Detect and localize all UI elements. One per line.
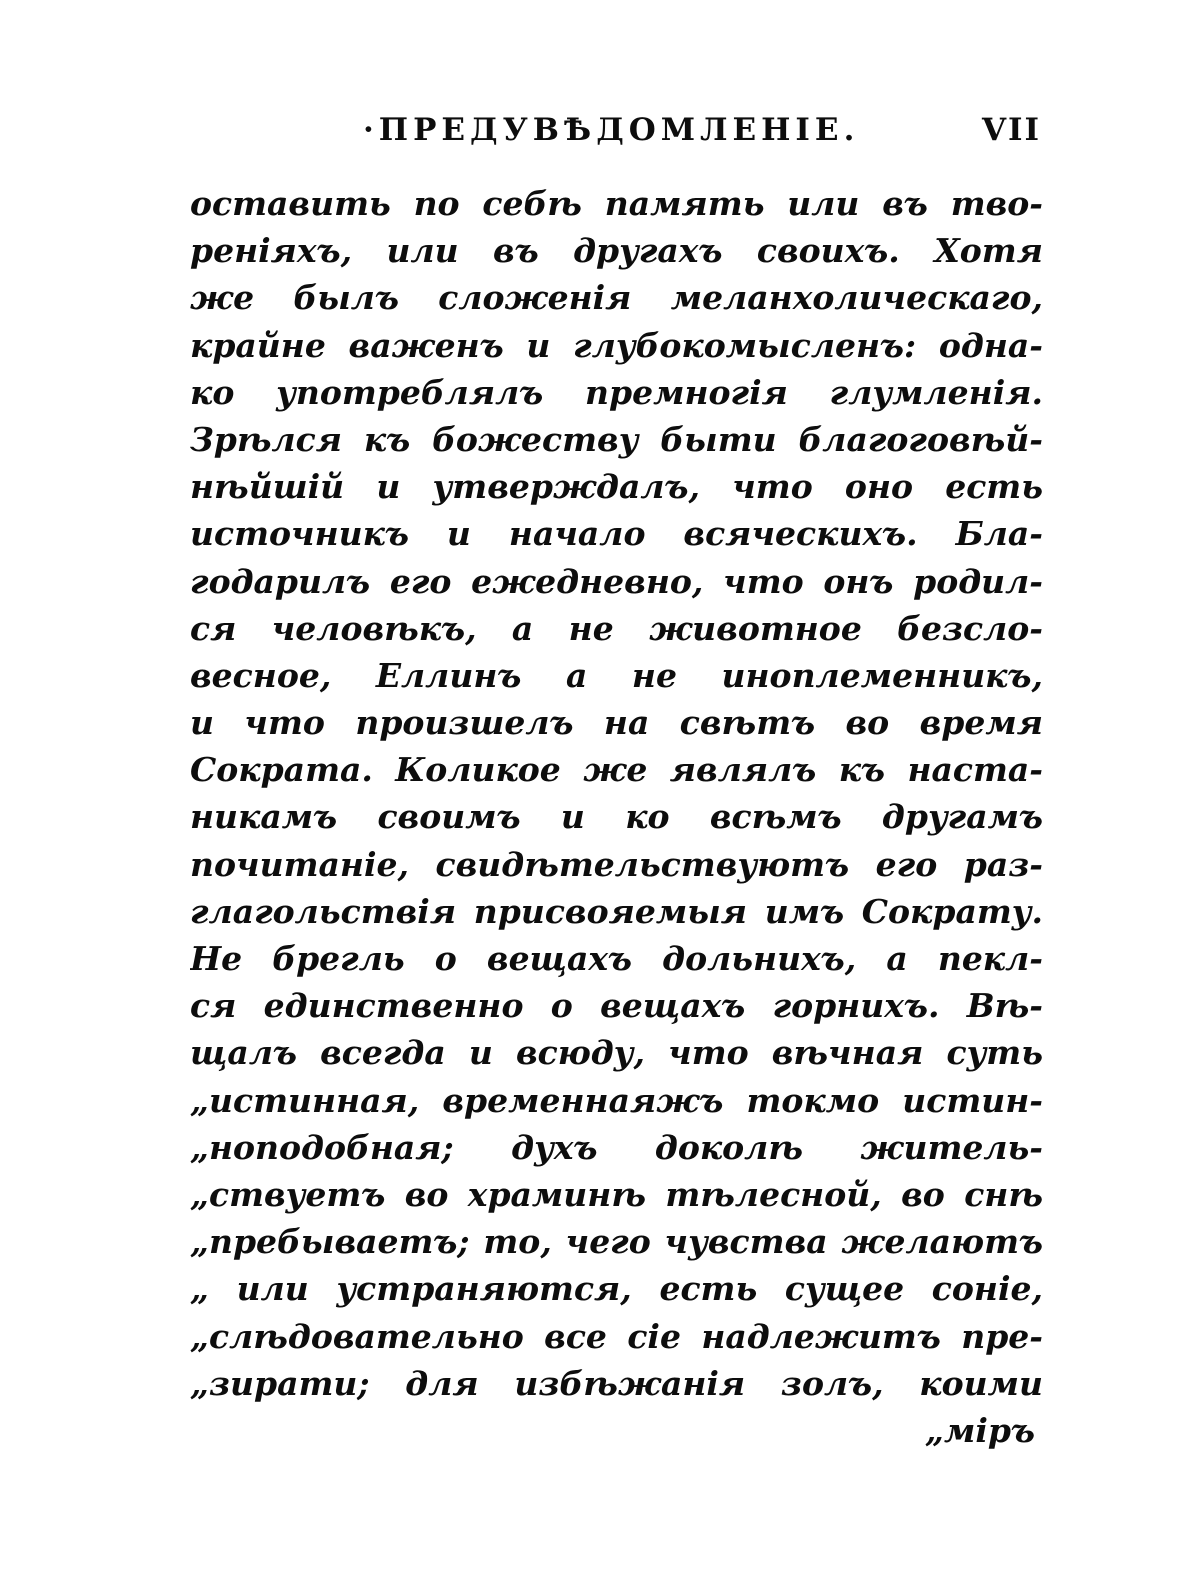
text-line: почитаніе, свидѣтельствуютъ его раз-: [190, 844, 1043, 884]
text-line: „зирати; для избѣжанія золъ, коими: [190, 1363, 1043, 1403]
text-line: Не брегль о вещахъ дольнихъ, а пекл-: [190, 939, 1043, 978]
catchword: „міръ: [925, 1410, 1035, 1450]
text-line: Зрѣлся къ божеству быти благоговѣй-: [190, 419, 1043, 459]
text-line: и что произшелъ на свѣтъ во время: [190, 703, 1043, 743]
text-line: нѣйшій и утверждалъ, что оно есть: [190, 467, 1043, 507]
text-line: ко употреблялъ премногія глумленія.: [190, 372, 1043, 412]
page-number: VII: [981, 112, 1041, 148]
text-line: „истинная, временнаяжъ токмо истин-: [190, 1080, 1043, 1120]
text-line: оставить по себѣ память или въ тво-: [190, 184, 1043, 223]
text-line: ся человѣкъ, а не животное безсло-: [190, 608, 1043, 648]
text-line: „ствуетъ во храминѣ тѣлесной, во снѣ: [190, 1174, 1043, 1214]
running-title: ·ПРЕДУВѢДОМЛЕНІЕ.: [363, 112, 860, 148]
text-line: ся единственно о вещахъ горнихъ. Вѣ-: [190, 986, 1043, 1026]
text-line: же былъ сложенія меланхолическаго,: [190, 278, 1043, 318]
text-line: глагольствія присвояемыя имъ Сократу.: [190, 891, 1043, 931]
text-line: „слѣдовательно все сіе надлежитъ пре-: [190, 1316, 1043, 1356]
text-line: „ноподобная; духъ доколѣ житель-: [190, 1127, 1043, 1167]
text-line: щалъ всегда и всюду, что вѣчная суть: [190, 1033, 1043, 1073]
text-line: годарилъ его ежедневно, что онъ родил-: [190, 561, 1043, 601]
text-line: Сократа. Коликое же являлъ къ наста-: [190, 750, 1043, 790]
text-line: реніяхъ, или въ другахъ своихъ. Хотя: [190, 231, 1043, 271]
body-text: [190, 180, 1043, 1454]
text-line: крайне важенъ и глубокомысленъ: одна-: [190, 325, 1043, 365]
running-head: [195, 112, 1041, 162]
text-line: никамъ своимъ и ко всѣмъ другамъ: [190, 797, 1043, 837]
text-line: „ или устраняются, есть сущее соніе,: [190, 1269, 1043, 1309]
text-line: источникъ и начало всяческихъ. Бла-: [190, 514, 1043, 554]
text-line: весное, Еллинъ а не иноплеменникъ,: [190, 655, 1043, 695]
text-line: „пребываетъ; то, чего чувства желаютъ: [190, 1222, 1043, 1262]
